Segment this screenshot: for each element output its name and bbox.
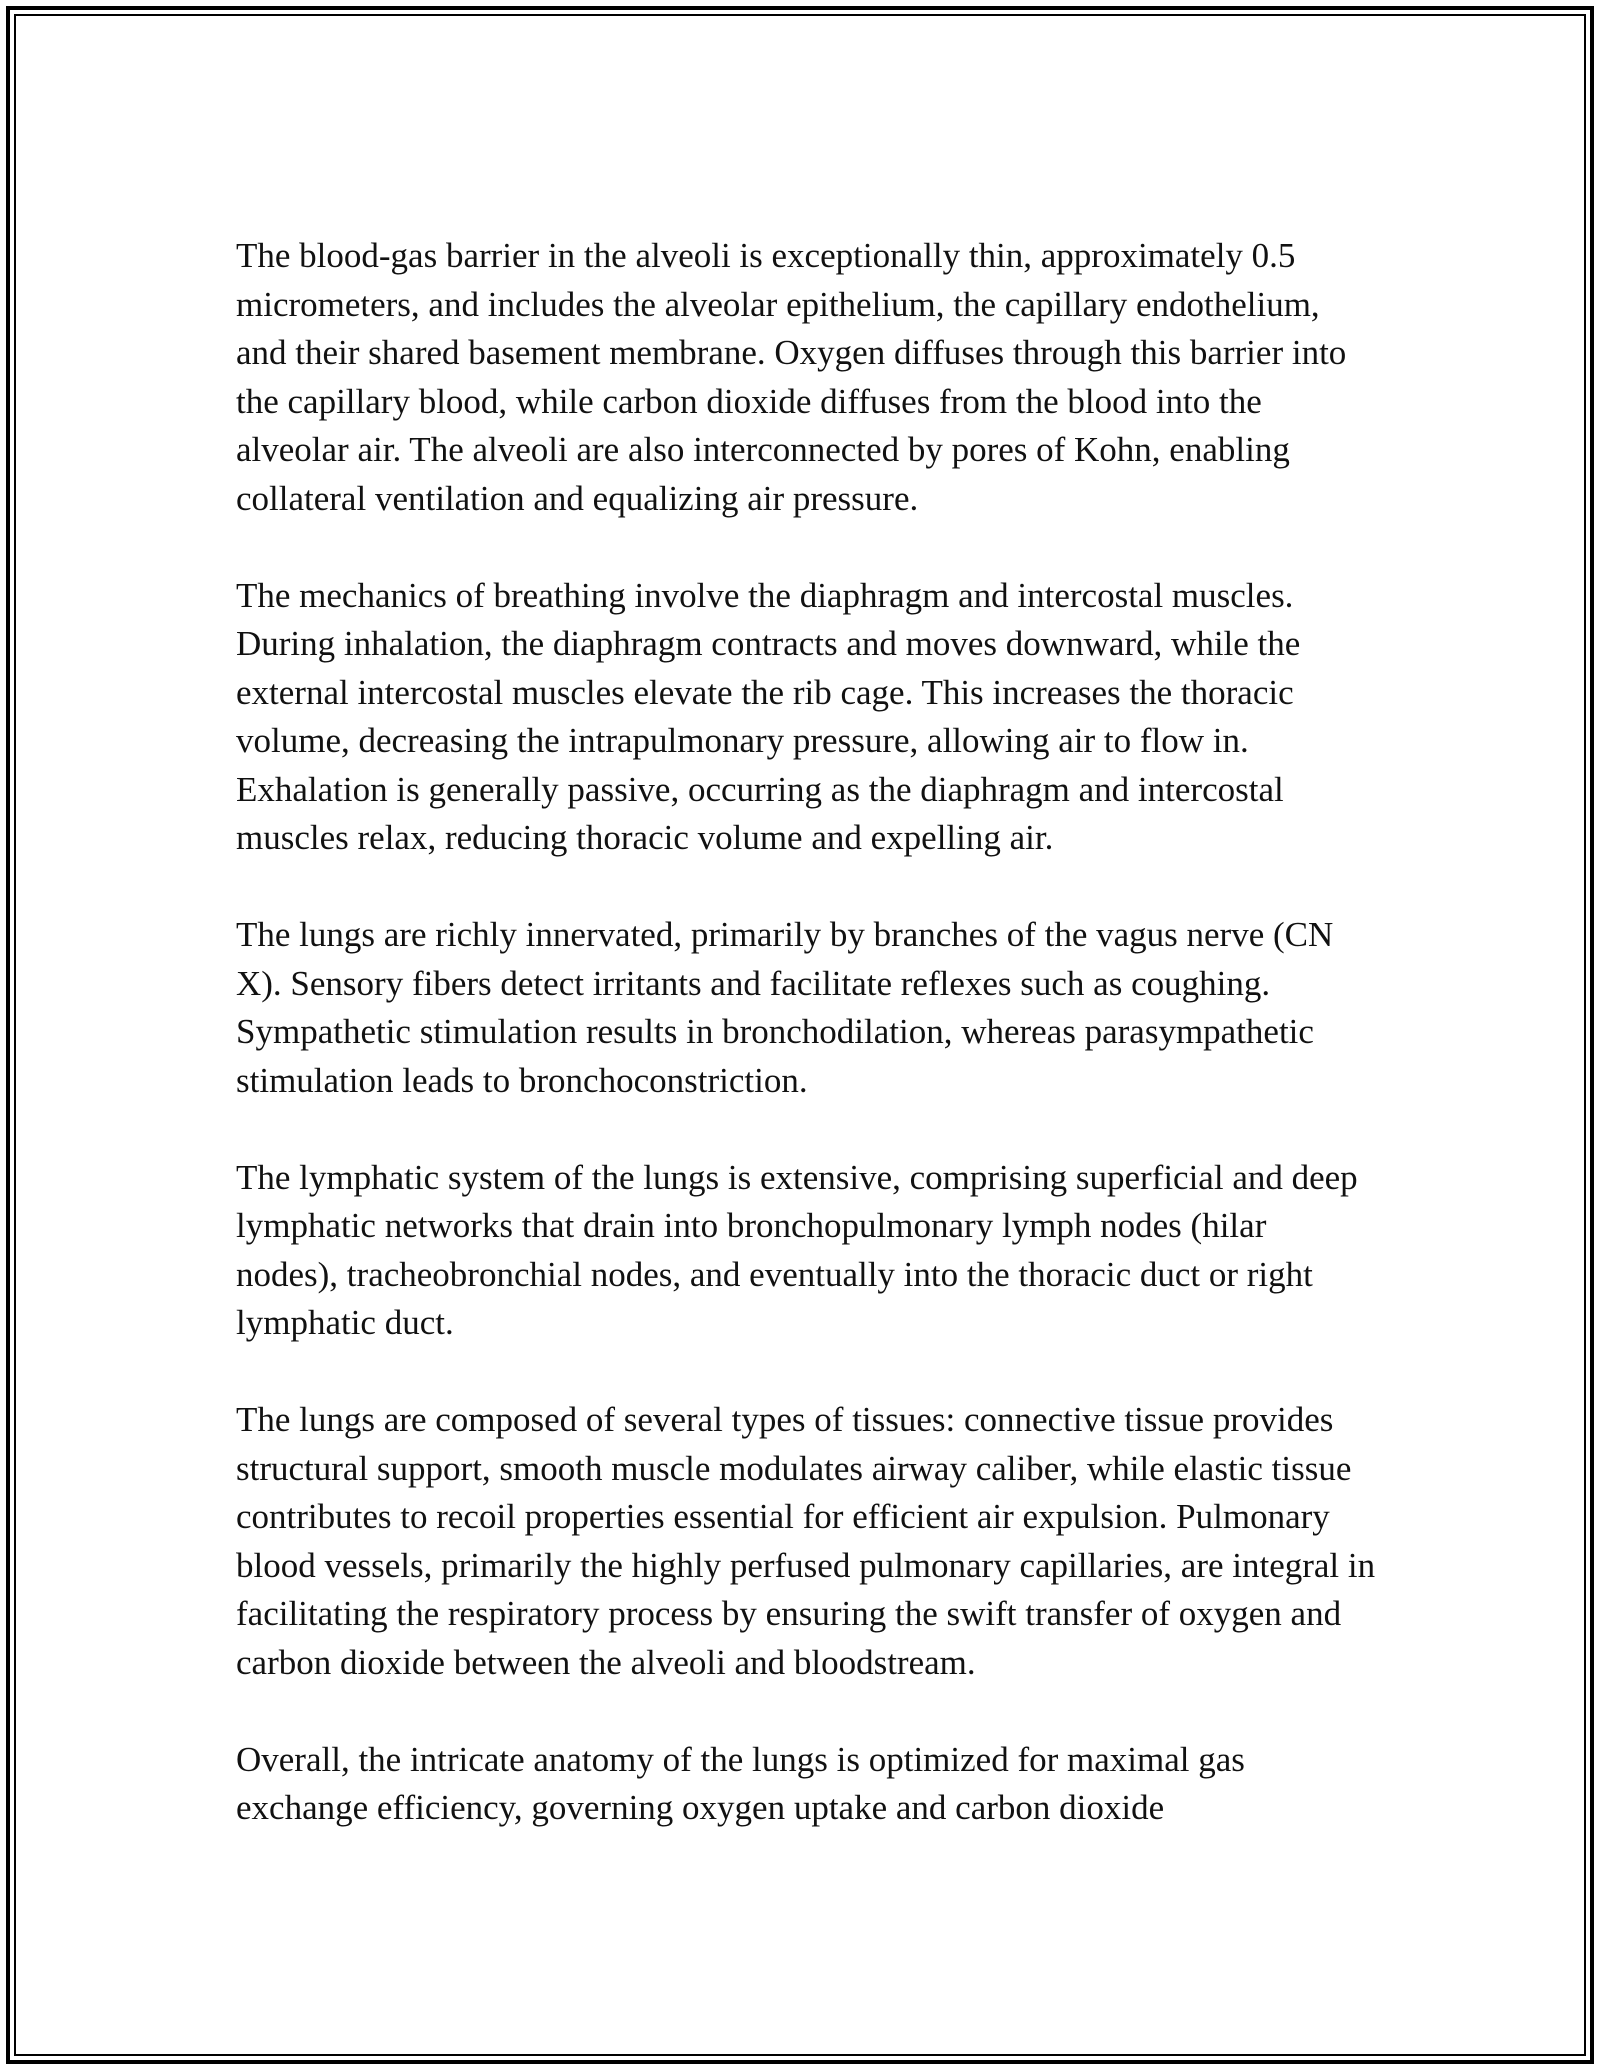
paragraph-tissue-composition: The lungs are composed of several types of tissues: connective tissue provides structural support, smooth muscle modulates airway caliber, while elastic tissue contributes to recoil properties essential for efficient air expulsion. Pulmonary blood vessels, primarily the highly perfused pulmonary capillaries, are integral in facilitating the respiratory process by ensuring the swift transfer of oxygen and carbon dioxide between the alveoli and bloodstream.: [236, 1400, 1376, 1682]
paragraph-breathing-mechanics: The mechanics of breathing involve the diaphragm and intercostal muscles. During inhalation, the diaphragm contracts and moves downward, while the external intercostal muscles elevate the rib cage. This increases the thoracic volume, decreasing the intrapulmonary pressure, allowing air to flow in. Exhalation is generally passive, occurring as the diaphragm and intercostal muscles relax, reducing thoracic volume and expelling air.: [236, 575, 1301, 857]
document-body: [236, 232, 1376, 1833]
paragraph-lymphatic-system: The lymphatic system of the lungs is extensive, comprising superficial and deep lymphatic networks that drain into bronchopulmonary lymph nodes (hilar nodes), tracheobronchial nodes, and eventually into the thoracic duct or right lymphatic duct.: [236, 1157, 1358, 1342]
paragraph-innervation: The lungs are richly innervated, primarily by branches of the vagus nerve (CN X). Sensory fibers detect irritants and facilitate reflexes such as coughing. Sympathetic stimulation results in bronchodilation, whereas parasympathetic stimulation leads to bronchoconstriction.: [236, 915, 1334, 1100]
paragraph-overall-summary: Overall, the intricate anatomy of the lungs is optimized for maximal gas exchange efficiency, governing oxygen uptake and carbon dioxide: [236, 1739, 1245, 1827]
paragraph-blood-gas-barrier: The blood-gas barrier in the alveoli is exceptionally thin, approximately 0.5 micrometers, and includes the alveolar epithelium, the capillary endothelium, and their shared basement membrane. Oxygen diffuses through this barrier into the capillary blood, while carbon dioxide diffuses from the blood into the alveolar air. The alveoli are also interconnected by pores of Kohn, enabling collateral ventilation and equalizing air pressure.: [236, 236, 1347, 518]
